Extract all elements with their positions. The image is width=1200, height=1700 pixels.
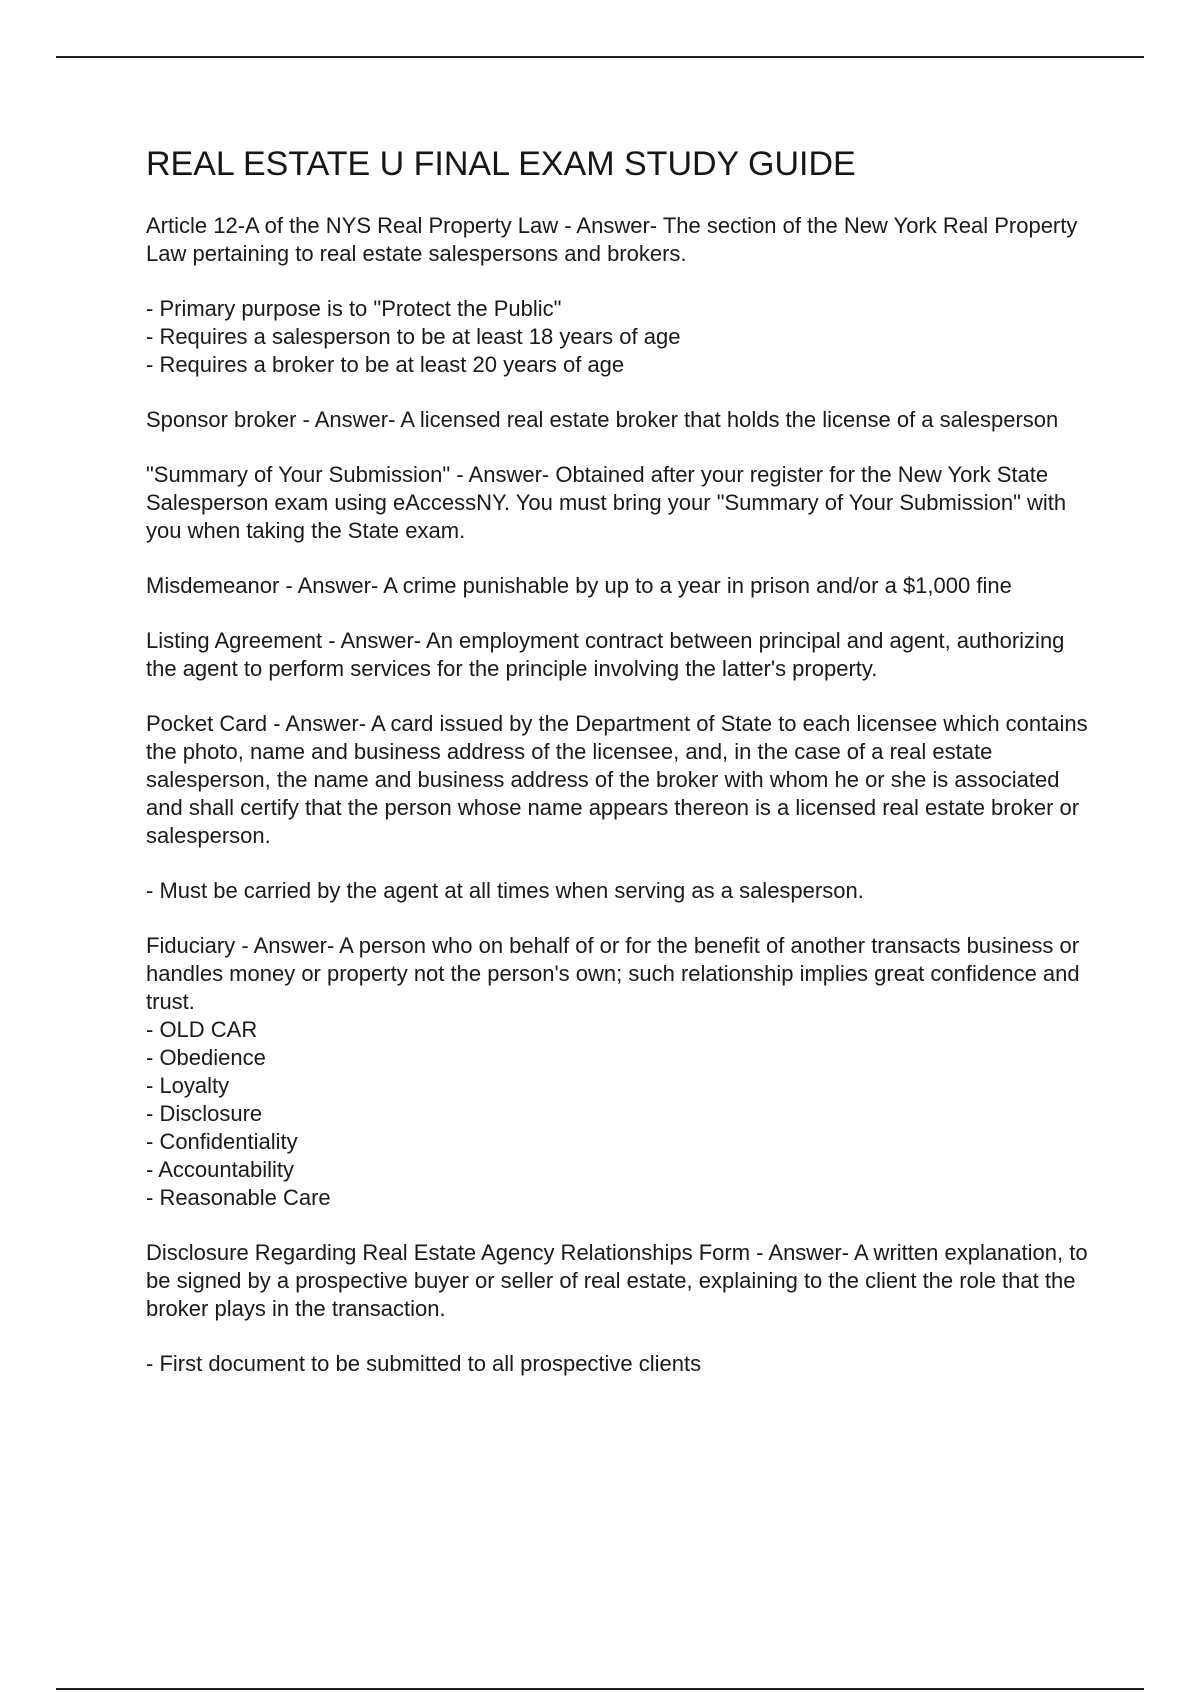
bullet-item: - OLD CAR [146,1017,258,1042]
page-title: REAL ESTATE U FINAL EXAM STUDY GUIDE [146,145,856,183]
entry-text: Listing Agreement - Answer- An employment contract between principal and agent, authorizing the agent to perform services for the principle involving the latter's property. [146,628,1065,681]
bullet-item: - Disclosure [146,1101,263,1126]
entry-text: Article 12-A of the NYS Real Property Law - Answer- The section of the New York Real Property Law pertaining to real estate salespersons and brokers. [146,213,1078,266]
entry-sponsor-broker [146,406,1101,434]
top-divider [56,56,1144,58]
bullet-item: - Confidentiality [146,1129,298,1154]
entry-text: - First document to be submitted to all prospective clients [146,1351,702,1376]
bullet-item: - Accountability [146,1157,294,1182]
entry-text: Sponsor broker - Answer- A licensed real estate broker that holds the license of a salesperson [146,407,1059,432]
entry-pocket-card [146,710,1101,850]
bullet-item: - Primary purpose is to "Protect the Public" [146,296,562,321]
entry-text: "Summary of Your Submission" - Answer- Obtained after your register for the New York State Salesperson exam using eAccessNY. You must bring your "Summary of Your Submission" with you when taking the State exam. [146,462,1067,543]
entry-disclosure-form [146,1239,1101,1323]
bullet-list [146,295,1101,379]
entry-listing-agreement [146,627,1101,683]
entry-fiduciary [146,932,1101,1212]
bullet-list [146,1016,1101,1212]
bullet-item: - Obedience [146,1045,266,1070]
entry-text: Fiduciary - Answer- A person who on behalf of or for the benefit of another transacts business or handles money or property not the person's own; such relationship implies great confidence and trust. [146,933,1080,1014]
bullet-item: - Reasonable Care [146,1185,331,1210]
entry-pocket-card-note [146,877,1101,905]
document-body [146,144,1101,1405]
entry-article-12a-points [146,295,1101,379]
bottom-divider [56,1688,1144,1690]
entry-misdemeanor [146,572,1101,600]
entry-text: Disclosure Regarding Real Estate Agency Relationships Form - Answer- A written explanation, to be signed by a prospective buyer or seller of real estate, explaining to the client the role that the broker plays in the transaction. [146,1240,1088,1321]
entry-text: Pocket Card - Answer- A card issued by the Department of State to each licensee which contains the photo, name and business address of the licensee, and, in the case of a real estate salesperson, the name and business address of the broker with whom he or she is associated and shall certify that the person whose name appears thereon is a licensed real estate broker or salesperson. [146,711,1088,848]
entry-disclosure-form-note [146,1350,1101,1378]
entry-text: Misdemeanor - Answer- A crime punishable by up to a year in prison and/or a $1,000 fine [146,573,1012,598]
bullet-item: - Requires a broker to be at least 20 years of age [146,352,625,377]
bullet-item: - Requires a salesperson to be at least 18 years of age [146,324,681,349]
bullet-item: - Loyalty [146,1073,230,1098]
entry-text: - Must be carried by the agent at all times when serving as a salesperson. [146,878,864,903]
entry-summary-of-submission [146,461,1101,545]
entry-article-12a [146,212,1101,268]
